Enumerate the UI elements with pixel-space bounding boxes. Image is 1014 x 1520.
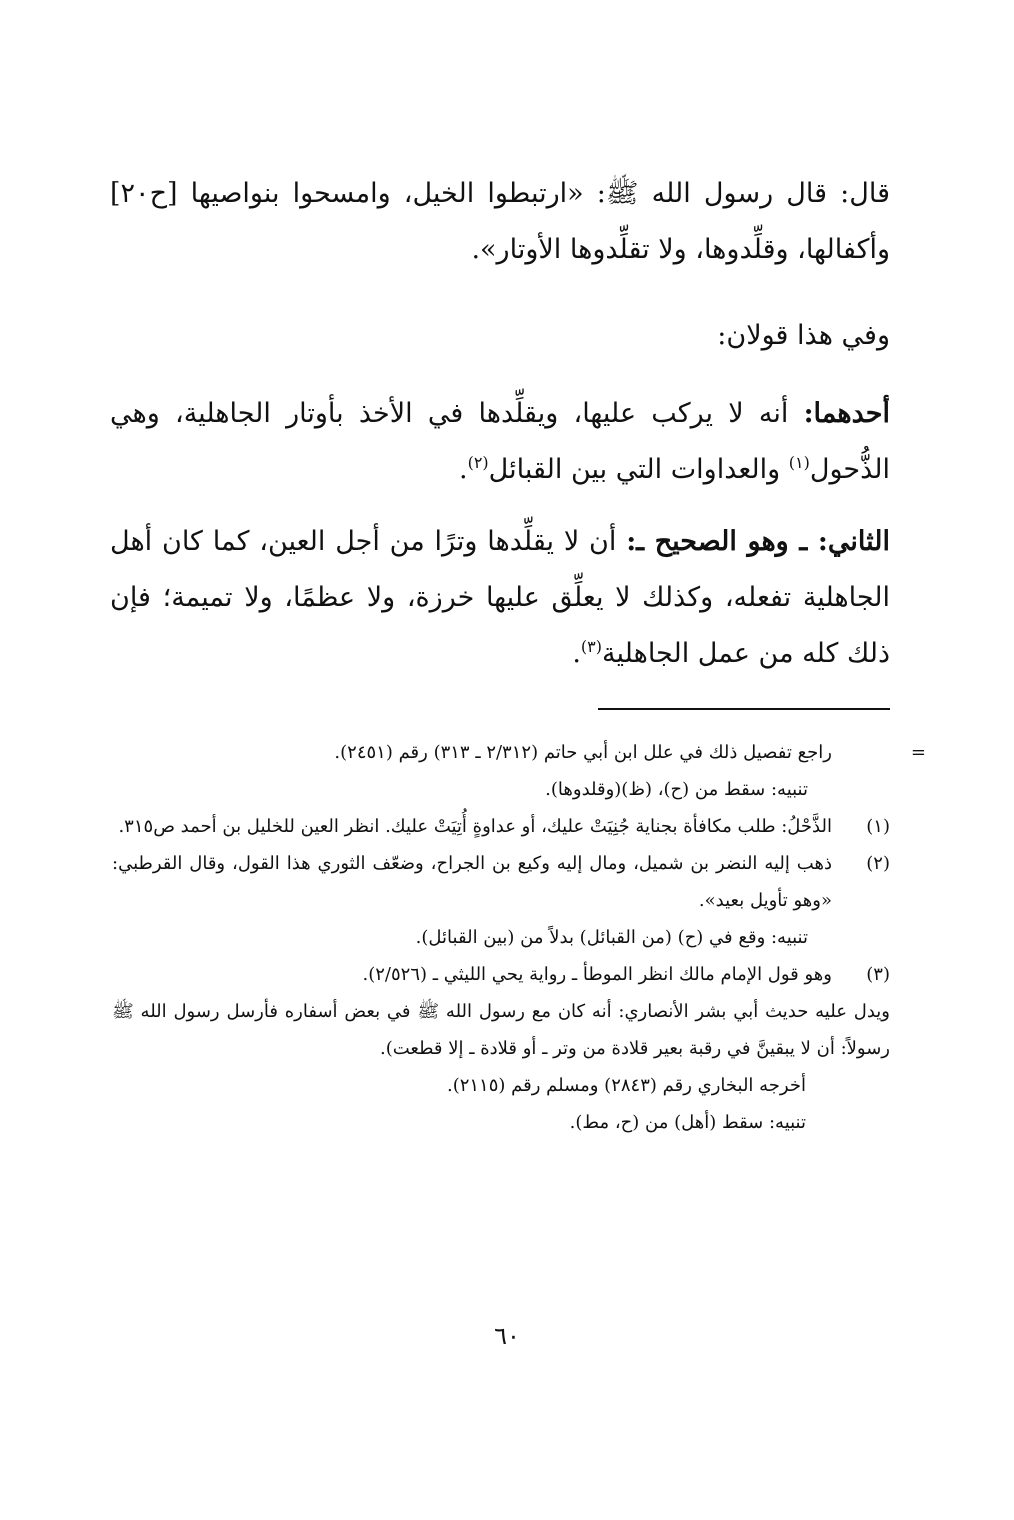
continuation-remark [112, 771, 890, 808]
footnote-ref-1[interactable]: (١) [788, 453, 810, 472]
footnote-1-text: الذَّحْلُ: طلب مكافأة بجناية جُنِيَتْ عليك، أو عداوةٍ أُتِيَتْ عليك. انظر العين للخليل بن أحمد ص٣١٥. [118, 816, 832, 837]
second-opinion-emphasis: ـ وهو الصحيح ـ: [626, 526, 818, 557]
footnote-continuation [112, 734, 926, 771]
footnote-3-paragraph-text: ويدل عليه حديث أبي بشر الأنصاري: أنه كان مع رسول الله ﷺ في بعض أسفاره فأرسل رسول الله ﷺ رسولاً: أن لا يبقينَّ في رقبة بعير قلادة من وتر ـ أو قلادة ـ إلا قطعت). [112, 1001, 890, 1059]
footnotes [112, 734, 926, 1141]
footnote-3-paragraph [112, 993, 890, 1067]
footnote-3-remark-text: تنبيه: سقط (أهل) من (ح، مط). [569, 1112, 806, 1133]
footnote-2 [112, 845, 890, 919]
second-opinion-end: . [572, 638, 581, 669]
footnote-3 [112, 956, 890, 993]
first-opinion-end: . [458, 454, 468, 485]
footnote-3-number: (٣) [866, 964, 890, 985]
two-opinions-text: وفي هذا قولان: [717, 320, 890, 351]
continuation-remark-text: تنبيه: سقط من (ح)، (ظ)(وقلدوها). [545, 779, 808, 800]
paragraph-two-opinions [110, 308, 890, 364]
footnote-2-text: ذهب إليه النضر بن شميل، ومال إليه وكيع بن الجراح، وضعّف الثوري هذا القول، وقال القرطبي: «وهو تأويل بعيد». [112, 853, 832, 911]
footnote-2-remark [112, 919, 890, 956]
first-opinion-heading: أحدهما: [803, 398, 890, 429]
footnote-3-remark [112, 1104, 890, 1141]
page-number: ٦٠ [494, 1322, 520, 1350]
paragraph-first-opinion [110, 386, 890, 498]
second-opinion-text [110, 514, 890, 682]
footnote-2-remark-text: تنبيه: وقع في (ح) (من القبائل) بدلاً من (بين القبائل). [415, 927, 808, 948]
continuation-text: راجع تفصيل ذلك في علل ابن أبي حاتم (٢/٣١٢ ـ ٣١٣) رقم (٢٤٥١). [334, 742, 832, 763]
continuation-marker: = [910, 742, 926, 763]
hadith-text: قال: قال رسول الله ﷺ: «ارتبطوا الخيل، وامسحوا بنواصيها [ح٢٠] وأكفالها، وقلِّدوها، ولا تقلِّدوها الأوتار». [110, 178, 890, 265]
footnote-ref-3[interactable]: (٣) [580, 637, 603, 656]
paragraph-second-opinion [110, 514, 890, 682]
first-opinion-body-b: والعداوات التي بين القبائل [488, 454, 789, 485]
footnote-1-number: (١) [866, 816, 890, 837]
footnote-2-number: (٢) [866, 853, 890, 874]
footnote-separator [598, 708, 890, 710]
second-opinion-heading: الثاني: [817, 526, 890, 557]
footnote-3-source [112, 1067, 890, 1104]
paragraph-hadith [110, 166, 890, 278]
first-opinion-text [110, 386, 890, 498]
footnote-ref-2[interactable]: (٢) [467, 453, 489, 472]
first-opinion-body-a: أنه لا يركب عليها، ويقلِّدها في الأخذ بأوتار الجاهلية، وهي الذُّحول [110, 398, 890, 485]
footnote-3-source-text: أخرجه البخاري رقم (٢٨٤٣) ومسلم رقم (٢١١٥). [446, 1075, 806, 1096]
footnote-1 [112, 808, 890, 845]
second-opinion-body: أن لا يقلِّدها وترًا من أجل العين، كما كان أهل الجاهلية تفعله، وكذلك لا يعلِّق عليها خرزة، ولا عظمًا، ولا تميمة؛ فإن ذلك كله من عمل الجاهلية [110, 526, 890, 669]
footnote-3-text: وهو قول الإمام مالك انظر الموطأ ـ رواية يحي الليثي ـ (٢/٥٢٦). [362, 964, 832, 985]
